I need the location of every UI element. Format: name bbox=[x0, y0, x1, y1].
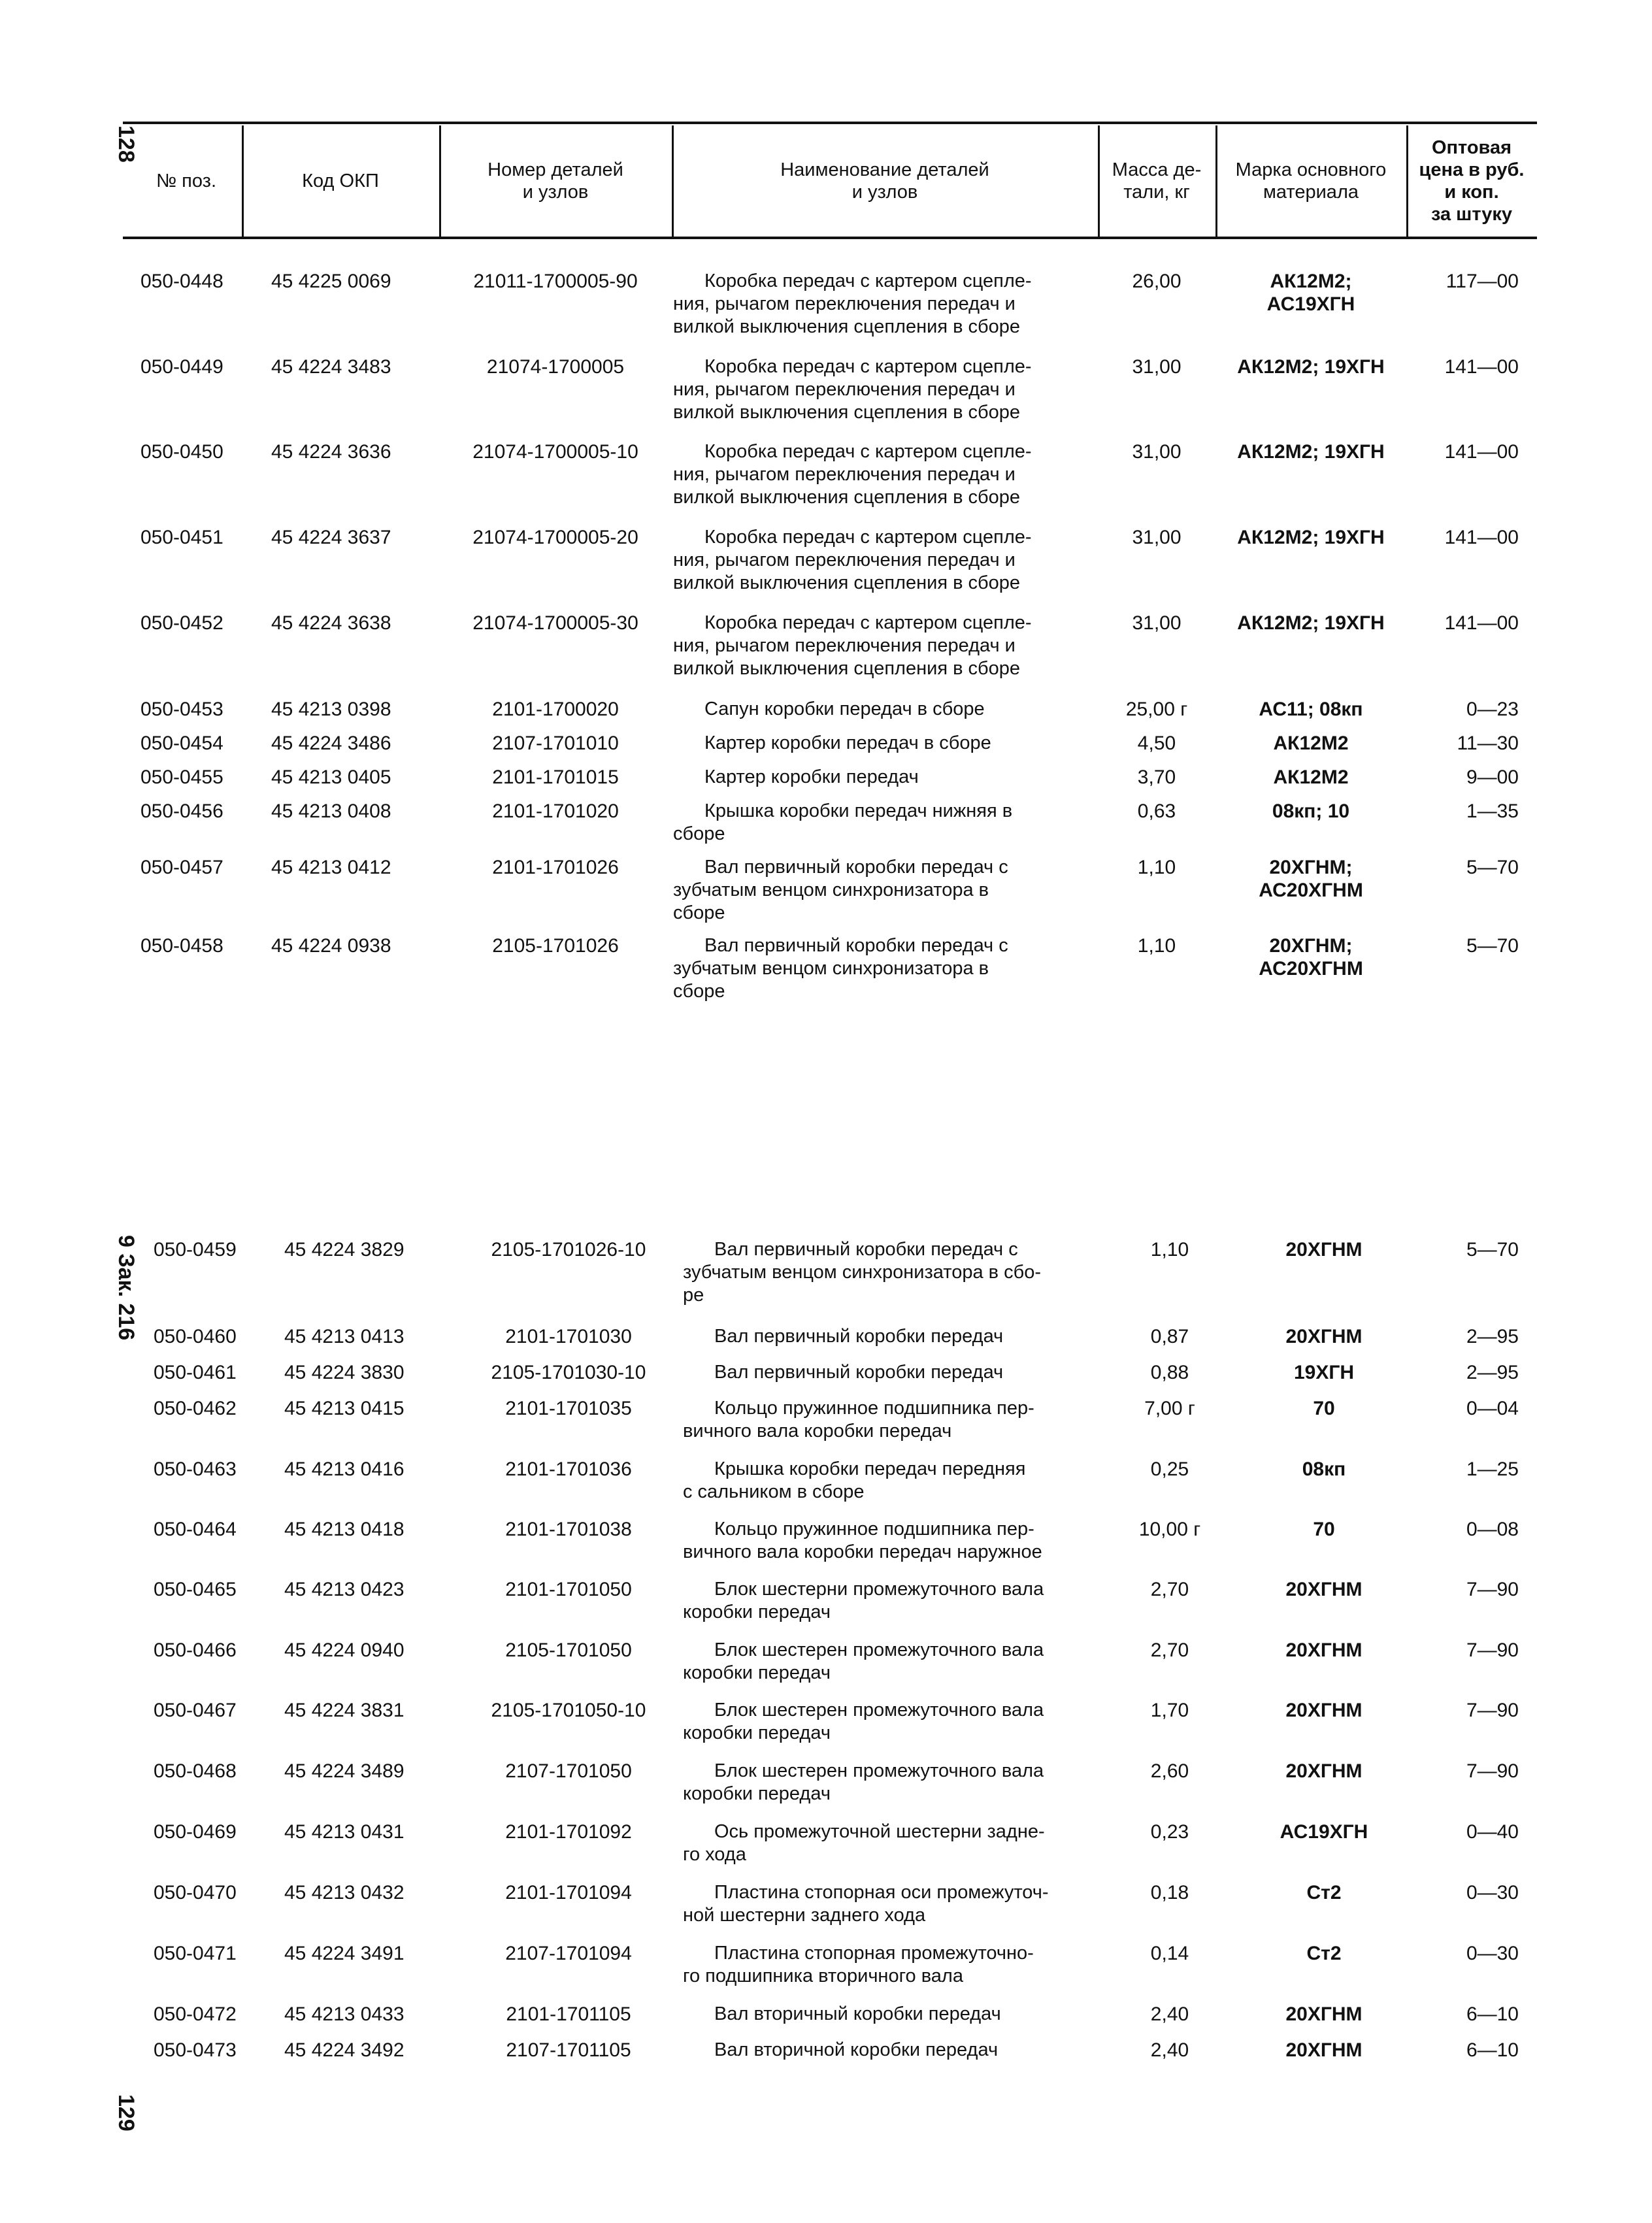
cell-part-number: 2105-1701050-10 bbox=[491, 1700, 646, 1721]
cell-mass: 0,87 bbox=[1150, 1326, 1189, 1347]
header-price: Оптовая цена в руб. и коп. за штуку bbox=[1419, 137, 1525, 225]
cell-part-number: 2101-1701050 bbox=[505, 1579, 632, 1600]
cell-pos: 050-0454 bbox=[140, 733, 223, 754]
cell-mass: 2,40 bbox=[1150, 2039, 1189, 2061]
cell-pos: 050-0450 bbox=[140, 441, 223, 463]
cell-name: Кольцо пружинное подшипника пер- вичного вала коробки передач bbox=[683, 1398, 1034, 1441]
cell-price: 0—40 bbox=[1466, 1821, 1519, 1843]
cell-mass: 31,00 bbox=[1132, 441, 1181, 463]
cell-material: 20ХГНМ bbox=[1285, 1239, 1363, 1260]
cell-price: 0—30 bbox=[1466, 1943, 1519, 1964]
cell-okp: 45 4224 3636 bbox=[271, 441, 391, 463]
cell-okp: 45 4224 0940 bbox=[284, 1639, 405, 1661]
cell-pos: 050-0462 bbox=[154, 1398, 237, 1419]
cell-part-number: 2107-1701105 bbox=[506, 2039, 631, 2061]
cell-mass: 1,10 bbox=[1150, 1239, 1189, 1260]
cell-okp: 45 4213 0418 bbox=[284, 1519, 405, 1540]
cell-mass: 2,40 bbox=[1150, 2003, 1189, 2025]
cell-mass: 1,10 bbox=[1137, 935, 1176, 957]
cell-material: 20ХГНМ bbox=[1285, 1326, 1363, 1347]
header-part-number: Номер деталей и узлов bbox=[487, 159, 623, 203]
cell-okp: 45 4213 0412 bbox=[271, 857, 391, 878]
cell-pos: 050-0451 bbox=[140, 527, 223, 548]
cell-okp: 45 4224 3830 bbox=[284, 1362, 405, 1383]
cell-pos: 050-0467 bbox=[154, 1700, 237, 1721]
cell-price: 7—90 bbox=[1466, 1700, 1519, 1721]
cell-material: 70 bbox=[1313, 1519, 1335, 1540]
cell-material: 20ХГНМ; АС20ХГНМ bbox=[1259, 935, 1363, 980]
cell-pos: 050-0466 bbox=[154, 1639, 237, 1661]
cell-name: Вал первичный коробки передач bbox=[714, 1362, 1004, 1383]
cell-price: 0—08 bbox=[1466, 1519, 1519, 1540]
cell-part-number: 21074-1700005-20 bbox=[472, 527, 638, 548]
cell-mass: 2,70 bbox=[1150, 1579, 1189, 1600]
cell-name: Блок шестерен промежуточного вала коробки передач bbox=[683, 1760, 1044, 1804]
cell-mass: 25,00 г bbox=[1125, 699, 1188, 720]
cell-okp: 45 4224 3638 bbox=[271, 612, 391, 634]
cell-part-number: 21074-1700005-30 bbox=[472, 612, 638, 634]
cell-pos: 050-0448 bbox=[140, 271, 223, 292]
cell-pos: 050-0468 bbox=[154, 1760, 237, 1782]
cell-part-number: 2105-1701026-10 bbox=[491, 1239, 646, 1260]
cell-part-number: 2107-1701010 bbox=[492, 733, 619, 754]
cell-name: Коробка передач с картером сцепле- ния, рычагом переключения передач и вилкой выключения сцепления в сборе bbox=[673, 271, 1032, 337]
cell-price: 11—30 bbox=[1457, 733, 1519, 754]
cell-name: Вал первичный коробки передач с зубчатым венцом синхронизатора в сбо- ре bbox=[683, 1239, 1042, 1306]
cell-material: АК12М2; 19ХГН bbox=[1237, 356, 1385, 378]
header-pos: № поз. bbox=[156, 171, 217, 191]
cell-price: 117—00 bbox=[1446, 271, 1519, 292]
cell-name: Вал вторичной коробки передач bbox=[714, 2039, 999, 2060]
cell-material: АК12М2; 19ХГН bbox=[1237, 527, 1385, 548]
cell-part-number: 2101-1701105 bbox=[506, 2003, 631, 2025]
cell-okp: 45 4213 0431 bbox=[284, 1821, 405, 1843]
cell-okp: 45 4224 3491 bbox=[284, 1943, 405, 1964]
cell-name: Картер коробки передач в сборе bbox=[704, 733, 991, 753]
cell-material: 20ХГНМ bbox=[1285, 1639, 1363, 1661]
cell-material: 08кп bbox=[1302, 1458, 1346, 1480]
cell-part-number: 2101-1700020 bbox=[492, 699, 619, 720]
cell-pos: 050-0460 bbox=[154, 1326, 237, 1347]
cell-name: Коробка передач с картером сцепле- ния, рычагом переключения передач и вилкой выключения сцепления в сборе bbox=[673, 612, 1032, 679]
cell-okp: 45 4213 0432 bbox=[284, 1882, 405, 1903]
cell-price: 2—95 bbox=[1466, 1326, 1519, 1347]
cell-material: АК12М2 bbox=[1273, 733, 1349, 754]
cell-mass: 26,00 bbox=[1132, 271, 1181, 292]
cell-pos: 050-0453 bbox=[140, 699, 223, 720]
cell-price: 7—90 bbox=[1466, 1639, 1519, 1661]
cell-name: Пластина стопорная промежуточно- го подшипника вторичного вала bbox=[683, 1943, 1034, 1986]
cell-pos: 050-0449 bbox=[140, 356, 223, 378]
cell-mass: 3,70 bbox=[1137, 766, 1176, 788]
cell-okp: 45 4213 0413 bbox=[284, 1326, 405, 1347]
cell-pos: 050-0459 bbox=[154, 1239, 237, 1260]
cell-name: Блок шестерен промежуточного вала коробки передач bbox=[683, 1700, 1044, 1743]
cell-part-number: 2107-1701050 bbox=[505, 1760, 632, 1782]
cell-okp: 45 4213 0405 bbox=[271, 766, 391, 788]
cell-name: Коробка передач с картером сцепле- ния, рычагом переключения передач и вилкой выключения сцепления в сборе bbox=[673, 441, 1032, 508]
cell-part-number: 2107-1701094 bbox=[505, 1943, 632, 1964]
cell-price: 1—35 bbox=[1466, 800, 1519, 822]
cell-price: 5—70 bbox=[1466, 1239, 1519, 1260]
cell-mass: 1,70 bbox=[1150, 1700, 1189, 1721]
cell-name: Вал первичный коробки передач с зубчатым венцом синхронизатора в сборе bbox=[673, 935, 1008, 1002]
cell-material: 20ХГНМ bbox=[1285, 1579, 1363, 1600]
cell-part-number: 21074-1700005 bbox=[486, 356, 625, 378]
header-bottom-rule bbox=[123, 237, 1537, 239]
cell-material: Ст2 bbox=[1306, 1943, 1342, 1964]
cell-name: Крышка коробки передач передняя с сальником в сборе bbox=[683, 1458, 1026, 1502]
cell-pos: 050-0464 bbox=[154, 1519, 237, 1540]
cell-part-number: 2101-1701092 bbox=[505, 1821, 632, 1843]
cell-part-number: 2105-1701026 bbox=[492, 935, 619, 957]
cell-mass: 31,00 bbox=[1132, 527, 1181, 548]
cell-part-number: 2101-1701015 bbox=[492, 766, 619, 788]
cell-pos: 050-0463 bbox=[154, 1458, 237, 1480]
cell-name: Вал вторичный коробки передач bbox=[714, 2003, 1001, 2024]
cell-material: 20ХГНМ bbox=[1285, 2003, 1363, 2025]
cell-okp: 45 4213 0415 bbox=[284, 1398, 405, 1419]
cell-material: АК12М2; 19ХГН bbox=[1237, 612, 1385, 634]
cell-price: 6—10 bbox=[1466, 2039, 1519, 2061]
cell-okp: 45 4224 3637 bbox=[271, 527, 391, 548]
cell-part-number: 2101-1701035 bbox=[505, 1398, 632, 1419]
cell-material: АК12М2 bbox=[1273, 766, 1349, 788]
header-mass: Масса де- тали, кг bbox=[1112, 159, 1202, 203]
cell-name: Пластина стопорная оси промежуточ- ной шестерни заднего хода bbox=[683, 1882, 1049, 1926]
page-number-right: 129 bbox=[114, 2094, 139, 2132]
cell-pos: 050-0458 bbox=[140, 935, 223, 957]
cell-material: АС19ХГН bbox=[1280, 1821, 1368, 1843]
cell-name: Коробка передач с картером сцепле- ния, рычагом переключения передач и вилкой выключения сцепления в сборе bbox=[673, 356, 1032, 423]
cell-okp: 45 4213 0398 bbox=[271, 699, 391, 720]
cell-material: АС11; 08кп bbox=[1259, 699, 1363, 720]
cell-mass: 1,10 bbox=[1137, 857, 1176, 878]
cell-name: Вал первичный коробки передач с зубчатым венцом синхронизатора в сборе bbox=[673, 857, 1008, 923]
cell-mass: 0,63 bbox=[1137, 800, 1176, 822]
cell-name: Картер коробки передач bbox=[704, 766, 919, 787]
cell-mass: 31,00 bbox=[1132, 356, 1181, 378]
cell-okp: 45 4224 3486 bbox=[271, 733, 391, 754]
cell-mass: 7,00 г bbox=[1144, 1398, 1195, 1419]
cell-price: 0—30 bbox=[1466, 1882, 1519, 1903]
cell-material: 20ХГНМ bbox=[1285, 1700, 1363, 1721]
cell-material: АК12М2; 19ХГН bbox=[1237, 441, 1385, 463]
cell-okp: 45 4224 3492 bbox=[284, 2039, 405, 2061]
cell-material: 70 bbox=[1313, 1398, 1335, 1419]
cell-part-number: 21011-1700005-90 bbox=[473, 271, 638, 292]
cell-name: Коробка передач с картером сцепле- ния, рычагом переключения передач и вилкой выключения сцепления в сборе bbox=[673, 527, 1032, 593]
cell-part-number: 2101-1701030 bbox=[505, 1326, 632, 1347]
cell-okp: 45 4213 0408 bbox=[271, 800, 391, 822]
header-material: Марка основного материала bbox=[1235, 159, 1387, 203]
cell-mass: 10,00 г bbox=[1138, 1519, 1201, 1540]
cell-okp: 45 4224 3483 bbox=[271, 356, 391, 378]
cell-material: 20ХГНМ bbox=[1285, 1760, 1363, 1782]
cell-pos: 050-0461 bbox=[154, 1362, 237, 1383]
cell-price: 9—00 bbox=[1466, 766, 1519, 788]
header-top-rule bbox=[123, 122, 1537, 124]
cell-okp: 45 4224 3829 bbox=[284, 1239, 405, 1260]
cell-okp: 45 4224 0938 bbox=[271, 935, 391, 957]
cell-name: Крышка коробки передач нижняя в сборе bbox=[673, 800, 1013, 844]
cell-okp: 45 4213 0416 bbox=[284, 1458, 405, 1480]
cell-price: 5—70 bbox=[1466, 857, 1519, 878]
cell-pos: 050-0473 bbox=[154, 2039, 237, 2061]
cell-name: Сапун коробки передач в сборе bbox=[704, 699, 985, 719]
cell-mass: 0,23 bbox=[1150, 1821, 1189, 1843]
cell-part-number: 2101-1701026 bbox=[492, 857, 619, 878]
cell-part-number: 2101-1701036 bbox=[505, 1458, 632, 1480]
cell-material: 19ХГН bbox=[1293, 1362, 1355, 1383]
cell-price: 141—00 bbox=[1444, 612, 1519, 634]
cell-mass: 2,60 bbox=[1150, 1760, 1189, 1782]
cell-price: 141—00 bbox=[1444, 356, 1519, 378]
cell-material: 20ХГНМ; АС20ХГНМ bbox=[1259, 857, 1363, 901]
cell-price: 5—70 bbox=[1466, 935, 1519, 957]
cell-pos: 050-0469 bbox=[154, 1821, 237, 1843]
cell-price: 0—04 bbox=[1466, 1398, 1519, 1419]
header-okp: Код ОКП bbox=[302, 171, 379, 191]
cell-name: Блок шестерни промежуточного вала коробки передач bbox=[683, 1579, 1044, 1622]
cell-mass: 4,50 bbox=[1137, 733, 1176, 754]
cell-price: 0—23 bbox=[1466, 699, 1519, 720]
cell-part-number: 21074-1700005-10 bbox=[472, 441, 638, 463]
cell-price: 1—25 bbox=[1466, 1458, 1519, 1480]
cell-part-number: 2105-1701030-10 bbox=[491, 1362, 646, 1383]
cell-okp: 45 4213 0423 bbox=[284, 1579, 405, 1600]
cell-pos: 050-0456 bbox=[140, 800, 223, 822]
cell-part-number: 2105-1701050 bbox=[505, 1639, 632, 1661]
cell-okp: 45 4224 3831 bbox=[284, 1700, 405, 1721]
cell-okp: 45 4213 0433 bbox=[284, 2003, 405, 2025]
cell-material: Ст2 bbox=[1306, 1882, 1342, 1903]
page-number-left: 128 bbox=[114, 125, 139, 163]
cell-price: 6—10 bbox=[1466, 2003, 1519, 2025]
cell-mass: 0,25 bbox=[1150, 1458, 1189, 1480]
cell-price: 141—00 bbox=[1444, 441, 1519, 463]
cell-pos: 050-0465 bbox=[154, 1579, 237, 1600]
cell-pos: 050-0472 bbox=[154, 2003, 237, 2025]
cell-price: 2—95 bbox=[1466, 1362, 1519, 1383]
cell-name: Кольцо пружинное подшипника пер- вичного вала коробки передач наружное bbox=[683, 1519, 1042, 1562]
cell-okp: 45 4224 3489 bbox=[284, 1760, 405, 1782]
side-note: 9 Зак. 216 bbox=[114, 1235, 139, 1341]
cell-part-number: 2101-1701038 bbox=[505, 1519, 632, 1540]
cell-part-number: 2101-1701020 bbox=[492, 800, 619, 822]
cell-mass: 0,18 bbox=[1150, 1882, 1189, 1903]
cell-pos: 050-0452 bbox=[140, 612, 223, 634]
cell-material: АК12М2; АС19ХГН bbox=[1266, 271, 1355, 315]
cell-pos: 050-0470 bbox=[154, 1882, 237, 1903]
cell-price: 7—90 bbox=[1466, 1579, 1519, 1600]
cell-pos: 050-0455 bbox=[140, 766, 223, 788]
cell-mass: 0,14 bbox=[1150, 1943, 1189, 1964]
cell-name: Вал первичный коробки передач bbox=[714, 1326, 1004, 1347]
cell-material: 20ХГНМ bbox=[1285, 2039, 1363, 2061]
cell-part-number: 2101-1701094 bbox=[505, 1882, 632, 1903]
cell-price: 141—00 bbox=[1444, 527, 1519, 548]
cell-name: Блок шестерен промежуточного вала коробки передач bbox=[683, 1639, 1044, 1683]
header-name: Наименование деталей и узлов bbox=[780, 159, 989, 203]
cell-pos: 050-0471 bbox=[154, 1943, 237, 1964]
cell-pos: 050-0457 bbox=[140, 857, 223, 878]
cell-name: Ось промежуточной шестерни задне- го хода bbox=[683, 1821, 1045, 1865]
cell-mass: 0,88 bbox=[1150, 1362, 1189, 1383]
cell-material: 08кп; 10 bbox=[1272, 800, 1350, 822]
cell-mass: 31,00 bbox=[1132, 612, 1181, 634]
cell-okp: 45 4225 0069 bbox=[271, 271, 391, 292]
cell-mass: 2,70 bbox=[1150, 1639, 1189, 1661]
cell-price: 7—90 bbox=[1466, 1760, 1519, 1782]
